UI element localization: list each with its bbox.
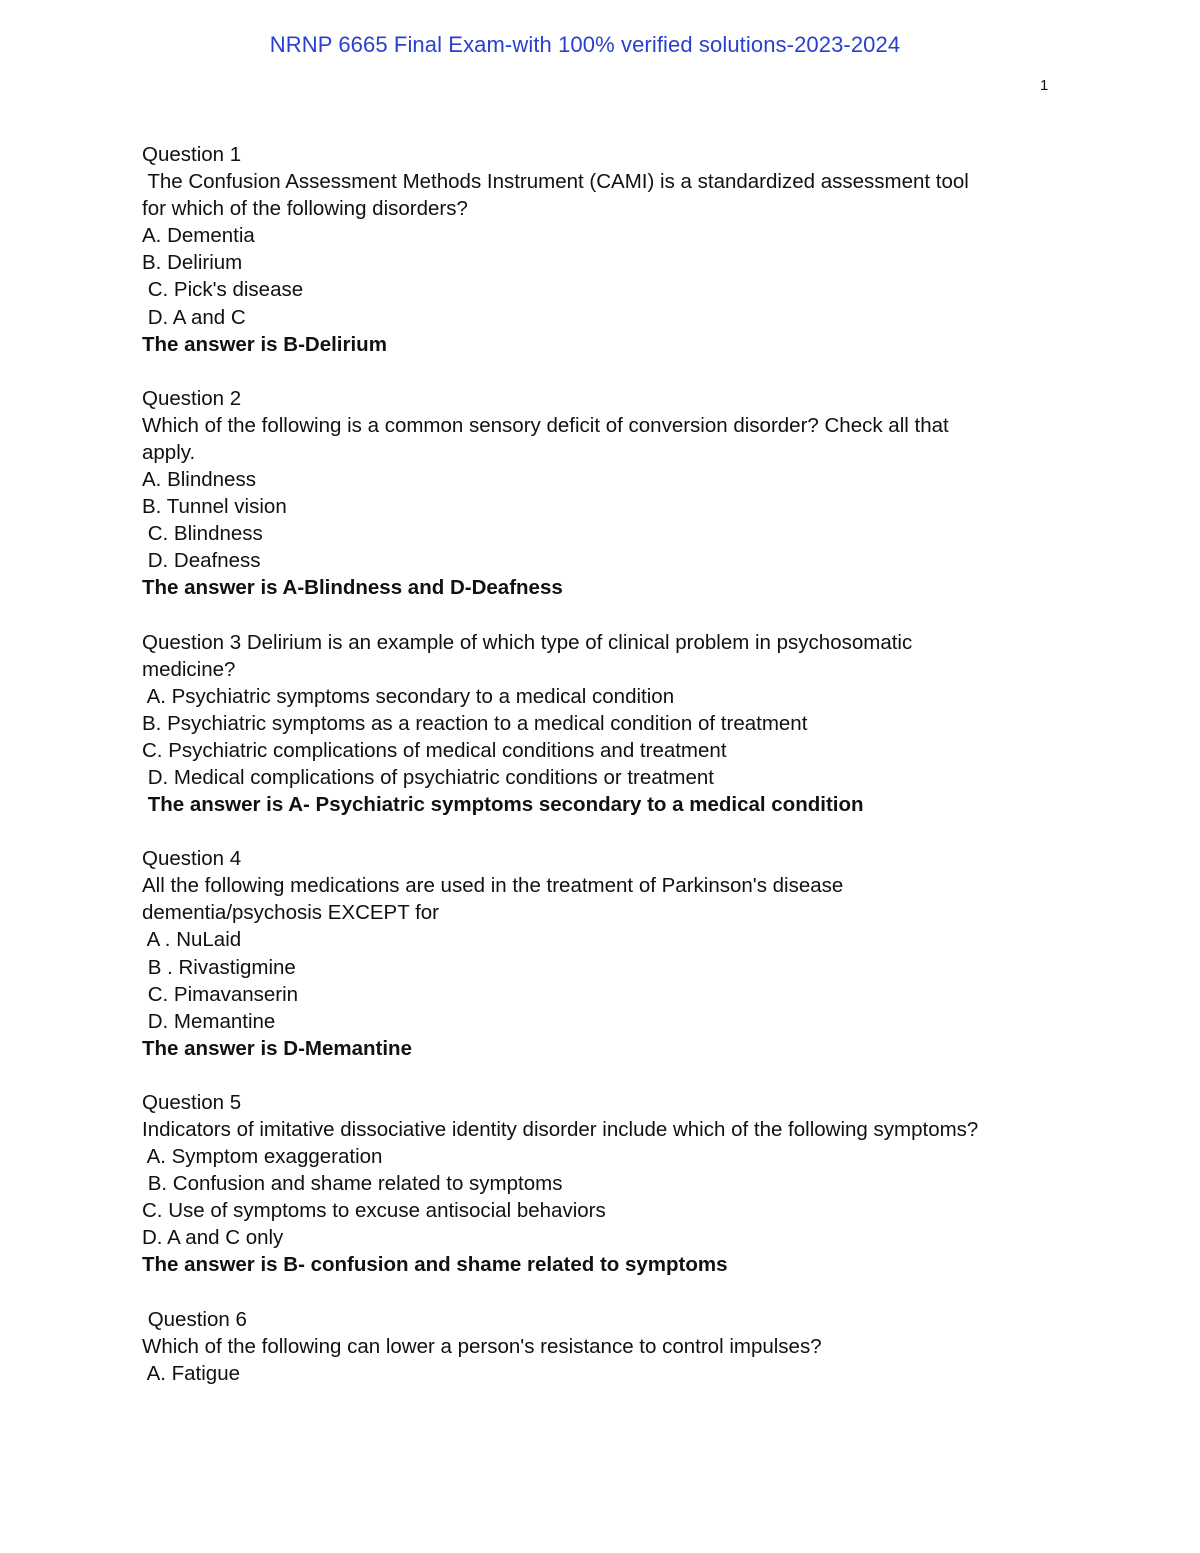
answer-option: C. Pick's disease bbox=[142, 278, 304, 302]
spacer bbox=[142, 1279, 1082, 1306]
question-heading: Question 1 bbox=[142, 143, 242, 166]
spacer bbox=[142, 818, 1082, 845]
answer-option: A. Fatigue bbox=[142, 1361, 241, 1385]
answer-option: B. Psychiatric symptoms as a reaction to a medical condition of treatment bbox=[142, 711, 808, 735]
answer-option: C. Pimavanserin bbox=[142, 982, 299, 1006]
answer-option: D. A and C only bbox=[142, 1226, 284, 1250]
answer-option: D. Medical complications of psychiatric conditions or treatment bbox=[142, 765, 714, 789]
question-text: Which of the following is a common sensory deficit of conversion disorder? Check all that bbox=[142, 413, 949, 437]
question-text: All the following medications are used in the treatment of Parkinson's disease bbox=[142, 874, 844, 898]
answer-option: A. Symptom exaggeration bbox=[142, 1145, 383, 1169]
correct-answer: The answer is D-Memantine bbox=[142, 1036, 412, 1060]
question-6 bbox=[142, 1306, 1082, 1387]
question-heading: Question 5 bbox=[142, 1090, 242, 1114]
question-text: apply. bbox=[142, 440, 196, 464]
question-text: medicine? bbox=[142, 657, 236, 681]
question-heading: Question 2 bbox=[142, 386, 242, 410]
question-1 bbox=[142, 141, 1082, 358]
answer-option: B. Delirium bbox=[142, 251, 243, 275]
correct-answer: The answer is A- Psychiatric symptoms secondary to a medical condition bbox=[142, 793, 864, 817]
answer-option: A . NuLaid bbox=[142, 928, 242, 952]
question-heading: Question 6 bbox=[142, 1307, 247, 1331]
answer-option: A. Dementia bbox=[142, 224, 255, 248]
spacer bbox=[142, 1062, 1082, 1089]
answer-option: B. Tunnel vision bbox=[142, 495, 287, 519]
correct-answer: The answer is B- confusion and shame related to symptoms bbox=[142, 1253, 728, 1277]
answer-option: B . Rivastigmine bbox=[142, 955, 296, 979]
answer-option: C. Psychiatric complications of medical conditions and treatment bbox=[142, 738, 727, 762]
question-2 bbox=[142, 385, 1082, 602]
spacer bbox=[142, 358, 1082, 385]
question-heading: Question 4 bbox=[142, 847, 242, 871]
exam-content bbox=[142, 141, 1082, 1387]
correct-answer: The answer is A-Blindness and D-Deafness bbox=[142, 576, 563, 600]
page-number: 1 bbox=[1040, 77, 1049, 94]
answer-option: D. Deafness bbox=[142, 549, 261, 573]
question-text: The Confusion Assessment Methods Instrument (CAMI) is a standardized assessment tool bbox=[142, 170, 969, 194]
question-4 bbox=[142, 845, 1082, 1062]
question-text: Which of the following can lower a person's resistance to control impulses? bbox=[142, 1334, 822, 1358]
answer-option: A. Psychiatric symptoms secondary to a medical condition bbox=[142, 684, 675, 708]
answer-option: C. Blindness bbox=[142, 522, 263, 546]
answer-option: A. Blindness bbox=[142, 468, 256, 492]
spacer bbox=[142, 602, 1082, 629]
answer-option: D. Memantine bbox=[142, 1009, 276, 1033]
correct-answer: The answer is B-Delirium bbox=[142, 332, 387, 356]
question-text: for which of the following disorders? bbox=[142, 197, 468, 221]
answer-option: B. Confusion and shame related to symptoms bbox=[142, 1172, 563, 1196]
question-text: Indicators of imitative dissociative identity disorder include which of the following symptoms? bbox=[142, 1118, 979, 1141]
question-3 bbox=[142, 629, 1082, 819]
question-heading: Question 3 Delirium is an example of which type of clinical problem in psychosomatic bbox=[142, 630, 913, 654]
question-5 bbox=[142, 1089, 1082, 1279]
question-text: dementia/psychosis EXCEPT for bbox=[142, 901, 439, 925]
answer-option: D. A and C bbox=[142, 305, 246, 329]
page-header-title: NRNP 6665 Final Exam-with 100% verified solutions-2023-2024 bbox=[269, 32, 901, 57]
answer-option: C. Use of symptoms to excuse antisocial behaviors bbox=[142, 1199, 606, 1223]
